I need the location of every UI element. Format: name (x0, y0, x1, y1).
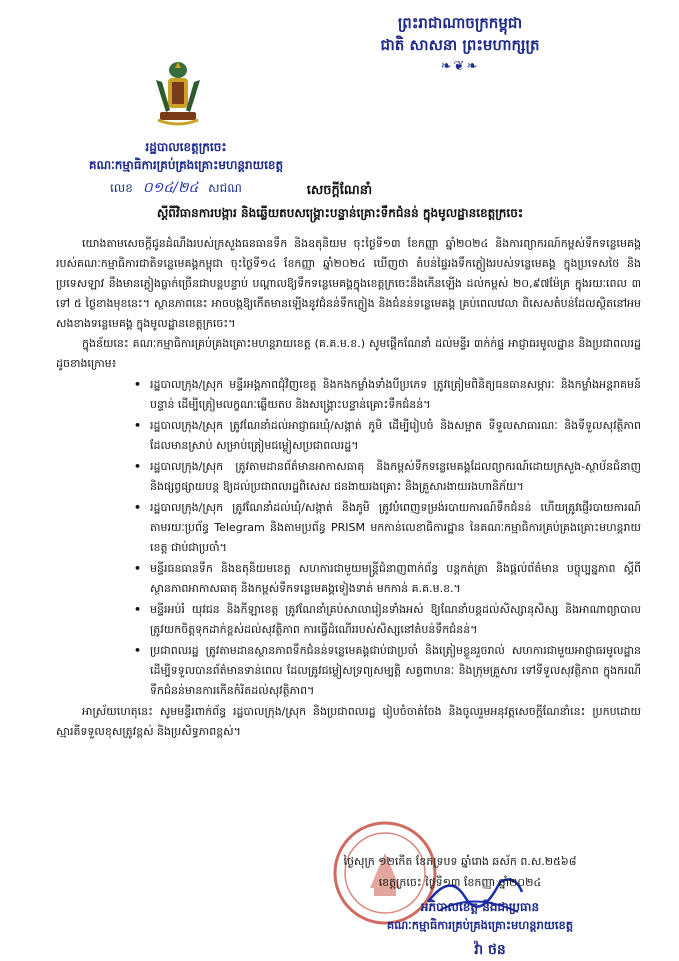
letterhead-kingdom (300, 12, 620, 78)
national-motto: ជាតិ សាសនា ព្រះមហាក្សត្រ (380, 36, 540, 54)
ornament-divider: ❧❦❧ (440, 59, 480, 74)
list-item: • ប្រជាពលរដ្ឋ ត្រូវតាមដានស្ថានភាពទឹកជំនន់ទន្លេមេគង្គជាប់ជាប្រចាំ និងត្រៀមខ្លួនរួចរាល់ សហការជាមួយអាជ្ញាធរមូលដ្ឋាន ដើម្បីទទួលបានព័ត៌មានទាន់ពេល ដែលត្រូវជម្លៀសទ្រព្យសម្បត្តិ សត្វពាហនៈ និងក្រុមគ្រួសារ ទៅទីទួលសុវត្ថិភាព ក្នុងករណីទឹកជំនន់មានការកើនកំរិតដល់សុវត្ថិភាព។ (128, 641, 641, 701)
signatory-committee: គណៈកម្មាធិការគ្រប់គ្រងគ្រោះមហន្តរាយខេត្ត (386, 918, 574, 932)
org-line-2: គណៈកម្មាធិការគ្រប់គ្រងគ្រោះមហន្តរាយខេត្ត (88, 158, 284, 172)
provincial-emblem-icon (148, 60, 208, 126)
document-subject: ស្តីពីវិធានការបង្ការ និងឆ្លើយតបសង្រ្គោះបន្ទាន់គ្រោះទឹកជំនន់ ក្នុងមូលដ្ឋានខេត្តក្រចេះ (156, 206, 524, 220)
ref-number: ០១៤/២៤ (142, 180, 199, 196)
signatory-name: វ៉ា ថន (474, 942, 506, 958)
document-body (56, 234, 641, 742)
ref-suffix: សជណ (208, 181, 242, 195)
list-item: • មន្ទីរធនធានទឹក និងឧតុនិយមខេត្ត សហការជាមួយមន្ត្រីជំនាញពាក់ព័ន្ធ បន្តកត់ត្រា និងផ្តល់ព័ត៌មាន បច្ចុប្បន្នភាព ស្តីពីស្ថានភាពអាកាសធាតុ និងកម្ពស់ទឹកទន្លេមេគង្គទៀងទាត់ មកកាន់ គ.គ.ម.ខ.។ (128, 559, 641, 599)
list-item: • រដ្ឋបាលក្រុង/ស្រុក ត្រូវណែនាំដល់ឃុំ/សង្កាត់ និងភូមិ ត្រូវបំពេញទម្រង់របាយការណ៍ទឹកជំនន់ ហើយត្រូវផ្ញើរបាយការណ៍តាមរយៈប្រព័ន្ធ Telegram និងតាមប្រព័ន្ធ PRISM មកកាន់លេខាធិការដ្ឋាន នៃគណៈកម្មាធិការគ្រប់គ្រងគ្រោះមហន្តរាយខេត្ត ជាប់ជាប្រចាំ។ (128, 498, 641, 558)
issuing-organization (16, 138, 356, 174)
closing-paragraph: អាស្រ័យហេតុនេះ សូមមន្ទីរពាក់ព័ន្ធ រដ្ឋបាលក្រុង/ស្រុក និងប្រជាពលរដ្ឋ រៀបចំចាត់ចែង និងចូលរួមអនុវត្តសេចក្តីណែនាំនេះ ប្រកបដោយស្មារតីទទួលខុសត្រូវខ្ពស់ និងប្រសិទ្ធភាពខ្ពស់។ (56, 705, 641, 738)
ref-prefix: លេខ (110, 181, 133, 195)
list-item: • រដ្ឋបាលក្រុង/ស្រុក មន្ទីរអង្គភាពជុំវិញខេត្ត និងកងកម្លាំងទាំងបីប្រភេទ ត្រូវត្រៀមពិនិត្យធនធានសម្ភារៈ និងកម្លាំងអន្តរាគមន៍បន្ទាន់ ដើម្បីត្រៀមលក្ខណៈឆ្លើយតប និងសង្គ្រោះបន្ទាន់គ្រោះទឹកជំនន់។ (128, 375, 641, 415)
instruction-list (56, 375, 641, 701)
list-item: • មន្ទីរអប់រំ យុវជន និងកីឡាខេត្ត ត្រូវណែនាំគ្រប់សាលារៀនទាំងអស់ ឱ្យណែនាំបន្តដល់សិស្សានុសិស្ស និងអាណាព្យាបាល ត្រូវយកចិត្តទុកដាក់ខ្ពស់ដល់សុវត្ថិភាព ការធ្វើដំណើររបស់សិស្សនៅតំបន់ទឹកជំនន់។ (128, 600, 641, 640)
kingdom-name: ព្រះរាជាណាចក្រកម្ពុជា (397, 14, 523, 32)
list-item: • រដ្ឋបាលក្រុង/ស្រុក ត្រូវណែនាំដល់អាជ្ញាធរឃុំ/សង្កាត់ ភូមិ ដើម្បីរៀបចំ និងសម្អាត ទីទួលសាធារណៈ និងទីទួលសុវត្ថិភាព ដែលមានស្រាប់ សម្រាប់ត្រៀមជម្លៀសប្រជាពលរដ្ឋ។ (128, 416, 641, 456)
paragraph-1: យោងតាមសេចក្តីជូនដំណឹងរបស់ក្រសួងធនធានទឹក និងឧតុនិយម ចុះថ្ងៃទី១៣ ខែកញ្ញា ឆ្នាំ២០២៤ និងការព្យាករណ៍កម្ពស់ទឹកទន្លេមេគង្គរបស់គណៈកម្មាធិការជាតិទន្លេមេគង្គកម្ពុជា ចុះថ្ងៃទី១៤ ខែកញ្ញា ឆ្នាំ២០២៤ ឃើញថា តំបន់ផ្ទៃរងទឹកភ្លៀងរបស់ទន្លេមេគង្គ ក្នុងប្រទេសថៃ និងប្រទេសឡាវ នឹងមានភ្លៀងធ្លាក់ច្រើនជាបន្តបន្ទាប់ បណ្តាលឱ្យទឹកទន្លេមេគង្គក្នុងខេត្តក្រចេះនឹងកើនឡើង ដល់កម្ពស់ ២០,៩៧ម៉ែត្រ ក្នុងរយៈពេល ៣ ទៅ ៥ ថ្ងៃខាងមុខនេះ។ ស្ថានភាពនេះ អាចបង្កឱ្យកើតមានឡើងនូវជំនន់ទឹកភ្លៀង និងជំនន់ទន្លេមេគង្គ គ្រប់ពេលវេលា ពិសេសតំបន់ដែលស្ថិតនៅអមសងខាងទន្លេមេគង្គ ក្នុងមូលដ្ឋានខេត្តក្រចេះ។ (56, 237, 641, 330)
document-title: សេចក្តីណែនាំ (306, 183, 373, 198)
solar-date: ខេត្តក្រចេះ ថ្ងៃទី១៣ ខែកញ្ញា ឆ្នាំ២០២៤ (378, 876, 542, 889)
lunar-date: ថ្ងៃសុក្រ ១២កើត ខែភទ្របទ ឆ្នាំរោង ឆស័ក ព.ស.២៥៦៨ (343, 855, 577, 868)
list-item: • រដ្ឋបាលក្រុង/ស្រុក ត្រូវតាមដានព័ត៌មានអាកាសធាតុ និងកម្ពស់ទឹកទន្លេមេគង្គដែលព្យាករណ៍ដោយក្រសួង-ស្ថាប័នជំនាញ និងផ្សព្វផ្សាយបន្ត ឱ្យដល់ប្រជាពលរដ្ឋពិសេស ជនងាយរងគ្រោះ និងគ្រួសារងាយរងហានិភ័យ។ (128, 457, 641, 497)
signatory-title: អភិបាលខេត្ត និងជាប្រធាន (420, 900, 540, 914)
paragraph-2: ក្នុងន័យនេះ គណៈកម្មាធិការគ្រប់គ្រងគ្រោះមហន្តរាយខេត្ត (គ.គ.ម.ខ.) សូមផ្តើកណែនាំ ដល់មន្ទីរ ៣ក់ក់ផ្ទ អាជ្ញាធរមូលដ្ឋាន និងប្រជាពលរដ្ឋ ដូចខាងក្រោម៖ (56, 337, 641, 370)
org-line-1: រដ្ឋបាលខេត្តក្រចេះ (145, 140, 227, 154)
